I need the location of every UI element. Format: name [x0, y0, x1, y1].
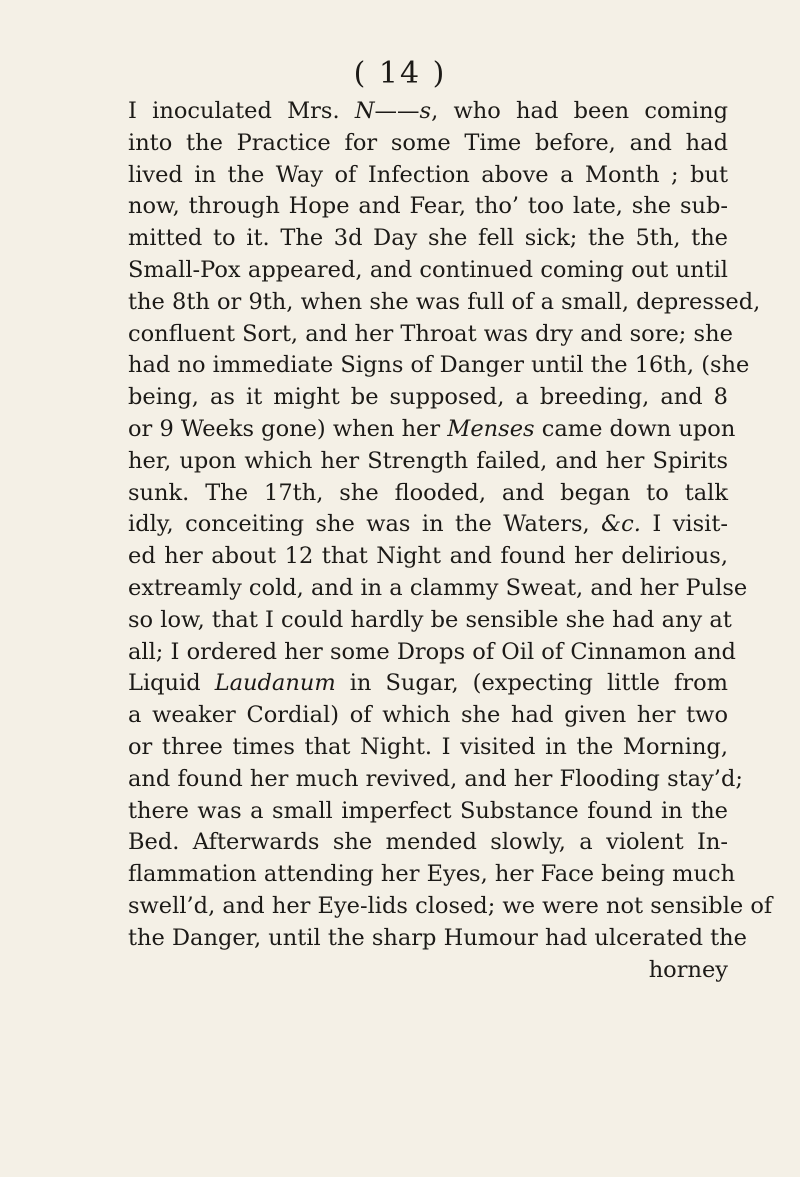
- text-line: [128, 827, 728, 859]
- text-run: horney: [648, 956, 728, 983]
- text-run: lived in the Way of Infection above a Month ; but: [128, 161, 728, 188]
- text-run: flammation attending her Eyes, her Face being much: [128, 861, 736, 888]
- text-line: [128, 255, 728, 287]
- text-line: [128, 96, 728, 128]
- italic-text: N: [354, 98, 375, 124]
- text-line: [128, 573, 748, 605]
- text-line: [128, 160, 728, 192]
- text-run: the 8th or 9th, when she was full of a small, depressed,: [128, 288, 761, 315]
- italic-text: Menses: [447, 415, 535, 442]
- text-run: idly, conceiting she was in the Waters,: [128, 511, 602, 538]
- text-run: all; I ordered her some Drops of Oil of Cinnamon and: [128, 638, 736, 665]
- text-run: her, upon which her Strength failed, and her Spirits: [128, 447, 728, 474]
- text-line: [128, 446, 728, 478]
- text-line: [128, 509, 728, 541]
- text-line: [128, 128, 728, 160]
- text-line: [128, 191, 728, 223]
- text-run: now, through Hope and Fear, tho’ too late, she sub-: [128, 193, 728, 220]
- text-line: [128, 859, 736, 891]
- text-line: [128, 541, 728, 573]
- text-run: , who had been coming: [431, 98, 728, 124]
- text-line: [128, 414, 736, 446]
- text-run: or 9 Weeks gone) when her: [128, 415, 448, 442]
- text-run: Bed. Afterwards she mended slowly, a violent In-: [128, 829, 728, 856]
- text-run: and found her much revived, and her Flooding stay’d;: [128, 765, 743, 792]
- text-line: [128, 382, 728, 414]
- text-run: confluent Sort, and her Throat was dry and sore; she: [128, 320, 733, 347]
- text-line: [128, 955, 728, 987]
- text-line: [128, 668, 728, 700]
- text-run: ed her about 12 that Night and found her delirious,: [128, 543, 728, 570]
- text-run: I inoculated Mrs.: [128, 98, 355, 124]
- text-run: into the Practice for some Time before, and had: [128, 129, 728, 156]
- text-run: ——: [374, 98, 420, 124]
- text-line: [128, 764, 743, 796]
- text-line: [128, 796, 728, 828]
- text-line: [128, 923, 747, 955]
- text-line: [128, 732, 728, 764]
- text-line: [128, 319, 733, 351]
- text-line: [128, 891, 773, 923]
- page-number: ( 14 ): [353, 56, 447, 91]
- text-line: [128, 350, 750, 382]
- text-line: [128, 223, 728, 255]
- text-line: [128, 287, 761, 319]
- italic-text: Laudanum: [214, 670, 336, 697]
- text-run: a weaker Cordial) of which she had given her two: [128, 702, 728, 729]
- text-run: in Sugar, (expecting little from: [335, 670, 728, 697]
- text-run: had no immediate Signs of Danger until the 16th, (she: [128, 352, 750, 379]
- text-run: I visit-: [640, 511, 728, 538]
- italic-text: &c.: [601, 511, 641, 538]
- text-run: or three times that Night. I visited in the Morning,: [128, 733, 728, 760]
- body-text: [128, 96, 773, 986]
- text-run: mitted to it. The 3d Day she fell sick; the 5th, the: [128, 225, 728, 252]
- text-run: swell’d, and her Eye-lids closed; we were not sensible of: [128, 892, 773, 919]
- text-run: there was a small imperfect Substance found in the: [128, 797, 728, 824]
- text-run: being, as it might be supposed, a breeding, and 8: [128, 384, 728, 411]
- text-run: Liquid: [128, 670, 215, 697]
- italic-text: s: [419, 98, 432, 124]
- text-run: came down upon: [534, 415, 736, 442]
- text-run: extreamly cold, and in a clammy Sweat, and her Pulse: [128, 574, 748, 601]
- text-run: Small-Pox appeared, and continued coming out until: [128, 256, 728, 283]
- text-line: [128, 478, 728, 510]
- text-line: [128, 637, 736, 669]
- text-run: so low, that I could hardly be sensible she had any at: [128, 606, 732, 633]
- text-run: sunk. The 17th, she flooded, and began to talk: [128, 479, 728, 506]
- text-line: [128, 605, 732, 637]
- text-run: the Danger, until the sharp Humour had ulcerated the: [128, 924, 747, 951]
- text-line: [128, 700, 728, 732]
